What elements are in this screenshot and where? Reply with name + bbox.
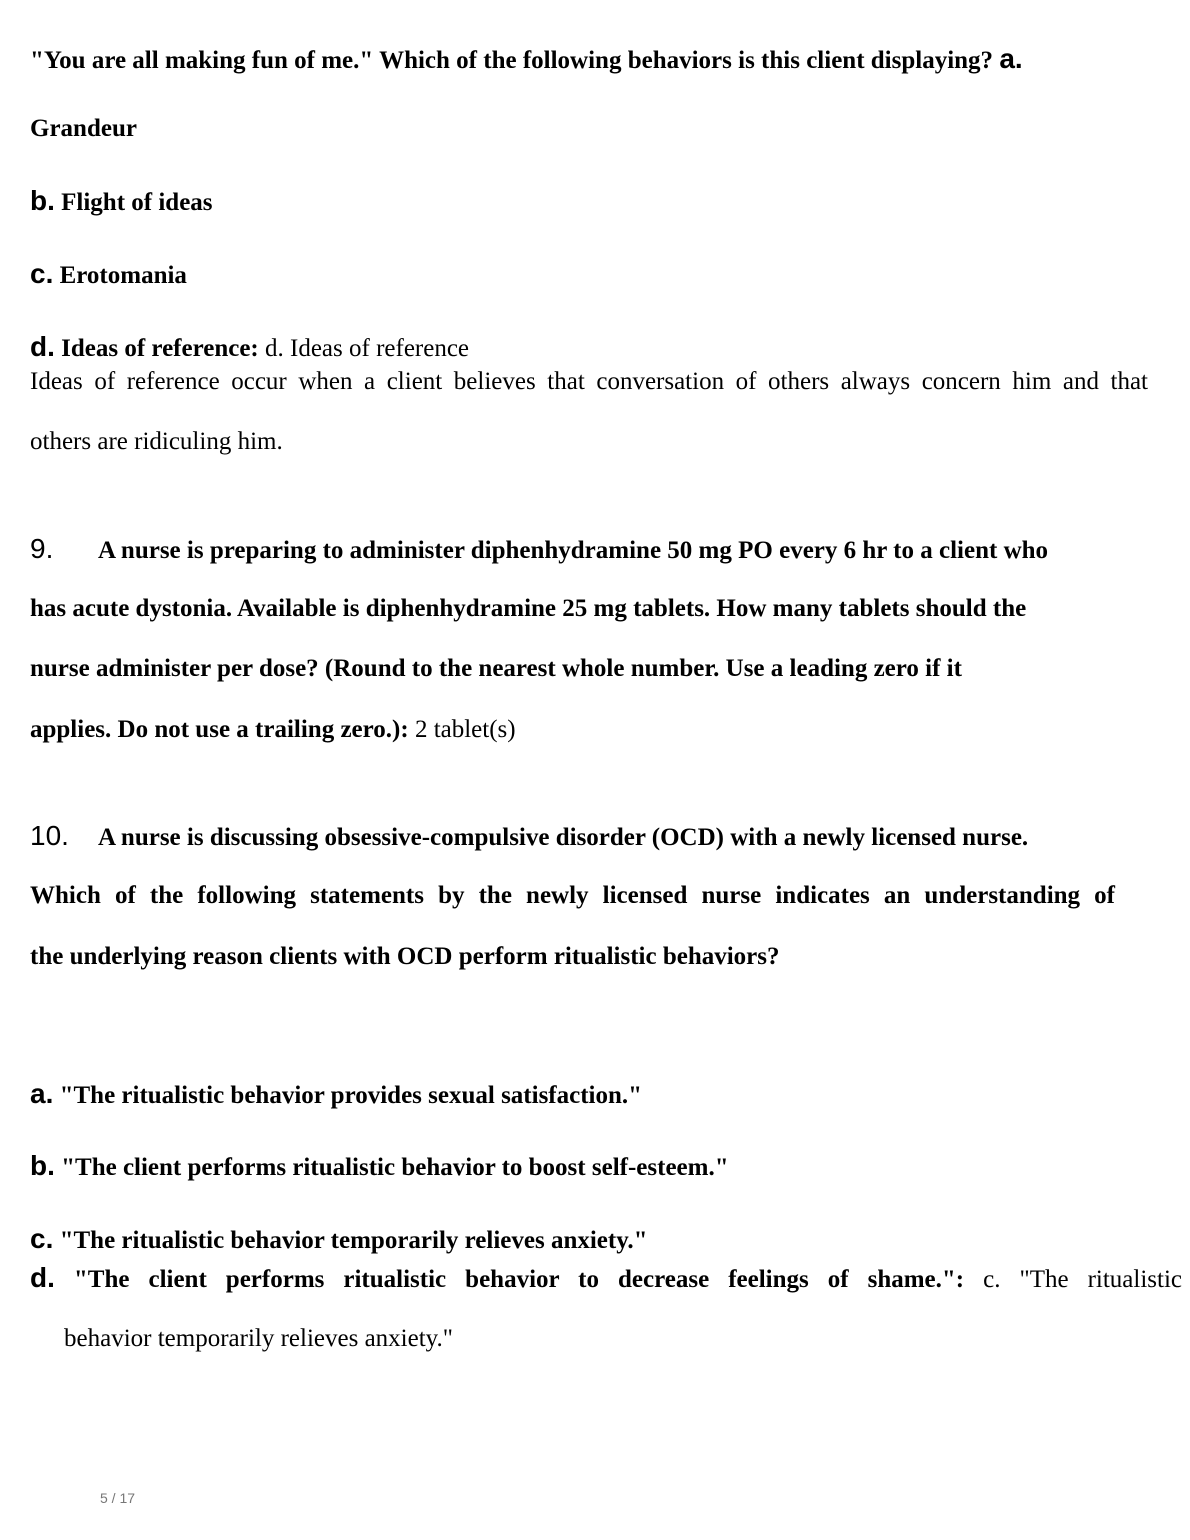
q10-option-a-text: "The ritualistic behavior provides sexual satisfaction." [59, 1082, 643, 1109]
q8-option-d-letter: d. [30, 331, 55, 362]
q8-option-b-text: Flight of ideas [61, 189, 213, 216]
q10-option-b [30, 1151, 729, 1183]
q9-number: 9. [30, 533, 54, 564]
q10-answer-line2: behavior temporarily relieves anxiety." [64, 1325, 453, 1352]
q8-option-a [30, 114, 137, 144]
q10-line1 [30, 821, 1028, 853]
q10-option-d-letter: d. [30, 1262, 55, 1293]
q8-rationale-line1: Ideas of reference occur when a client believes that conversation of others always concern him and that [30, 368, 1148, 395]
q9-line1 [30, 534, 1048, 566]
q10-answer-line1: c. "The ritualistic [983, 1266, 1182, 1293]
q10-number: 10. [30, 820, 69, 851]
q10-option-d-text: "The client performs ritualistic behavior to decrease feelings of shame.": [73, 1266, 965, 1293]
q10-option-b-text: "The client performs ritualistic behavior to boost self-esteem." [61, 1154, 729, 1181]
q8-rationale-line2: others are ridiculing him. [30, 428, 283, 455]
q10-option-d [30, 1263, 1182, 1295]
q9-text-1: A nurse is preparing to administer diphenhydramine 50 mg PO every 6 hr to a client who [98, 537, 1049, 564]
q10-option-a [30, 1079, 642, 1111]
q8-option-c [30, 259, 187, 291]
q8-option-a-letter: a. [999, 43, 1023, 74]
q8-option-d [30, 332, 469, 364]
q10-option-b-letter: b. [30, 1150, 55, 1181]
q10-line3: the underlying reason clients with OCD perform ritualistic behaviors? [30, 943, 780, 970]
q8-option-c-letter: c. [30, 258, 54, 289]
q8-option-b [30, 186, 213, 218]
q10-option-a-letter: a. [30, 1078, 54, 1109]
q8-stem [30, 44, 1023, 76]
page-number: 5 / 17 [100, 1490, 136, 1506]
q9-answer: 2 tablet(s) [414, 716, 516, 743]
q9-line2: has acute dystonia. Available is diphenhydramine 25 mg tablets. How many tablets should the [30, 595, 1027, 622]
q8-answer: d. Ideas of reference [265, 335, 470, 362]
q9-text-4: applies. Do not use a trailing zero.): [30, 716, 409, 743]
q8-option-c-text: Erotomania [59, 262, 187, 289]
q8-option-a-text: Grandeur [30, 115, 137, 142]
q10-option-c-text: "The ritualistic behavior temporarily relieves anxiety." [59, 1227, 648, 1254]
q8-stem-text: "You are all making fun of me." Which of the following behaviors is this client displaying? [30, 47, 994, 74]
q8-option-d-text: Ideas of reference: [61, 335, 259, 362]
q9-line4 [30, 715, 516, 745]
q10-option-c-letter: c. [30, 1223, 54, 1254]
q10-text-1: A nurse is discussing obsessive-compulsive disorder (OCD) with a newly licensed nurse. [98, 824, 1029, 851]
q10-option-c [30, 1224, 647, 1256]
q9-line3: nurse administer per dose? (Round to the nearest whole number. Use a leading zero if it [30, 655, 962, 682]
q8-option-b-letter: b. [30, 185, 55, 216]
q10-line2: Which of the following statements by the newly licensed nurse indicates an understanding of [30, 882, 1115, 909]
